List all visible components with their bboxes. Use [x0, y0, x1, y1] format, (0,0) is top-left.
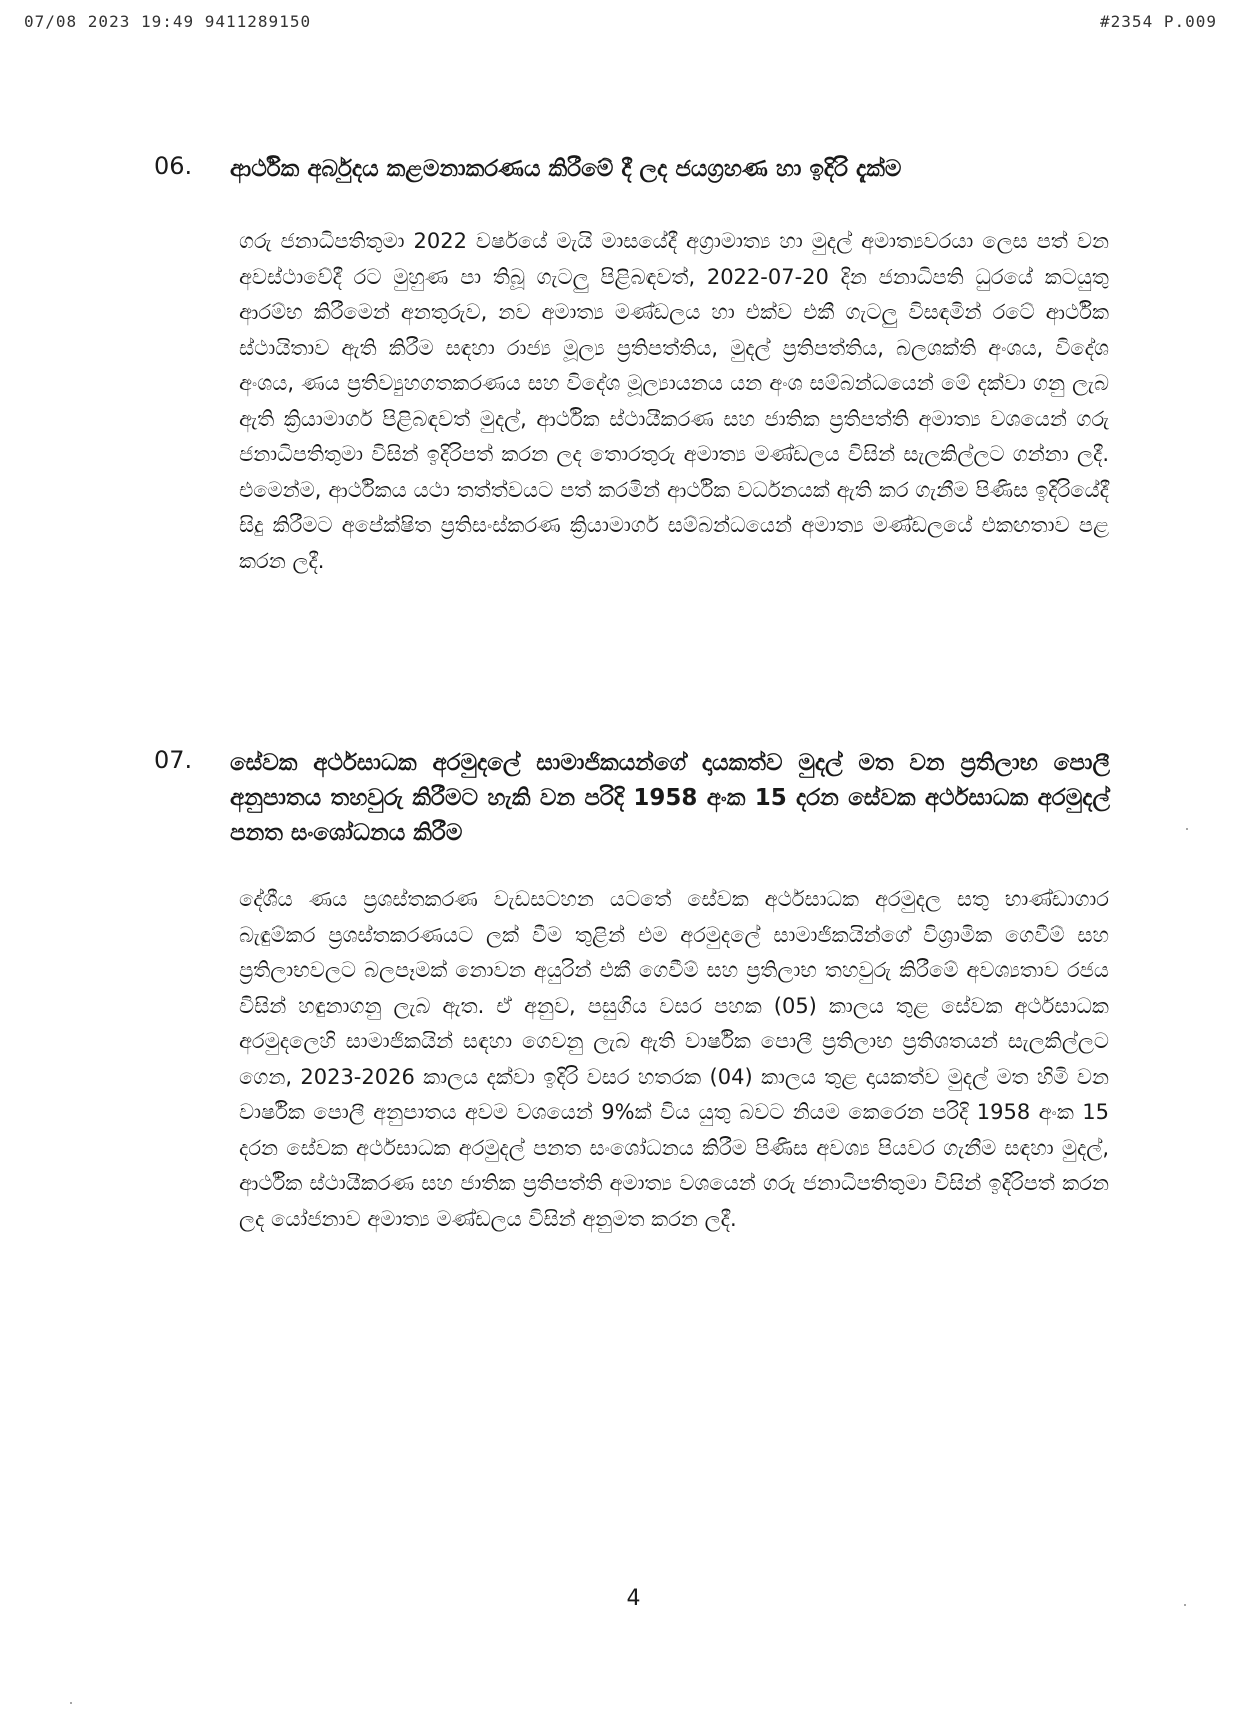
section-title: ආර්ථික අර්බුදය කළමනාකරණය කිරීමේ දී ලද ජයග්‍රහණ හා ඉදිරි දැක්ම: [230, 156, 902, 182]
scan-speck: [1186, 828, 1188, 830]
section-number: 07.: [154, 746, 193, 774]
scan-speck: [1184, 1604, 1186, 1606]
page-number: 4: [626, 1586, 641, 1611]
scan-speck: [70, 1702, 72, 1704]
fax-page-ref: #2354 P.009: [1100, 12, 1217, 31]
fax-timestamp: 07/08 2023 19:49 9411289150: [24, 12, 312, 31]
fax-header: [24, 12, 1217, 34]
section-body: ගරු ජනාධිපතිතුමා 2022 වර්ෂයේ මැයි මාසයේදී අග්‍රාමාත්‍ය හා මුදල් අමාත්‍යවරයා ලෙස පත් වන අවස්ථාවේදී රට මුහුණ පා තිබූ ගැටලු පිළිබඳවත්, 2022-07-20 දින ජනාධිපති ධුරයේ කටයුතු ආරම්භ කිරීමෙන් අනතුරුව, නව අමාත්‍ය මණ්ඩලය හා එක්ව එකී ගැටලු විසඳමින් රටේ ආර්ථික ස්ථායිතාව ඇති කිරීම සඳහා රාජ්‍ය මූල්‍ය ප්‍රතිපත්තිය, මුදල් ප්‍රතිපත්තිය, බලශක්ති අංශය, විදේශ අංශය, ණය ප්‍රතිව්‍යුහගතකරණය සහ විදේශ මූල්‍යායනය යන අංශ සම්බන්ධයෙන් මේ දක්වා ගනු ලැබ ඇති ක්‍රියාමාර්ග පිළිබඳවත් මුදල්, ආර්ථික ස්ථායීකරණ සහ ජාතික ප්‍රතිපත්ති අමාත්‍ය වශයෙන් ගරු ජනාධිපතිතුමා විසින් ඉදිරිපත් කරන ලද තොරතුරු අමාත්‍ය මණ්ඩලය විසින් සැලකිල්ලට ගන්නා ලදී. එමෙන්ම, ආර්ථිකය යථා තත්ත්වයට පත් කරමින් ආර්ථික වර්ධනයක් ඇති කර ගැනීම පිණිස ඉදිරියේදී සිදු කිරීමට අපේක්ෂිත ප්‍රතිසංස්කරණ ක්‍රියාමාර්ග සම්බන්ධයෙන් අමාත්‍ය මණ්ඩලයේ එකඟතාව පළ කරන ලදී.: [239, 229, 1109, 573]
section-body: දේශීය ණය ප්‍රශස්තකරණ වැඩසටහන යටතේ සේවක අර්ථසාධක අරමුදල සතු භාණ්ඩාගාර බැඳුම්කර ප්‍රශස්තකරණයට ලක් වීම තුළින් එම අරමුදලේ සාමාජිකයින්ගේ විශ්‍රාමික ගෙවීම් සහ ප්‍රතිලාභවලට බලපෑමක් නොවන අයුරින් එකී ගෙවීම් සහ ප්‍රතිලාභ තහවුරු කිරීමේ අවශ්‍යතාව රජය විසින් හඳුනාගනු ලැබ ඇත. ඒ අනුව, පසුගිය වසර පහක (05) කාලය තුළ සේවක අර්ථසාධක අරමුදලෙහි සාමාජිකයින් සඳහා ගෙවනු ලැබ ඇති වාර්ෂික පොලී ප්‍රතිලාභ ප්‍රතිශතයන් සැලකිල්ලට ගෙන, 2023-2026 කාලය දක්වා ඉදිරි වසර හතරක (04) කාලය තුළ දායකත්ව මුදල් මත හිමි වන වාර්ෂික පොලී අනුපාතය අවම වශයෙන් 9%ක් විය යුතු බවට නියම කෙරෙන පරිදි 1958 අංක 15 දරන සේවක අර්ථසාධක අරමුදල් පනත සංශෝධනය කිරීම පිණිස අවශ්‍ය පියවර ගැනීම සඳහා මුදල්, ආර්ථික ස්ථායීකරණ සහ ජාතික ප්‍රතිපත්ති අමාත්‍ය වශයෙන් ගරු ජනාධිපතිතුමා විසින් ඉදිරිපත් කරන ලද යෝජනාව අමාත්‍ය මණ්ඩලය විසින් අනුමත කරන ලදී.: [239, 887, 1109, 1231]
section-number: 06.: [154, 152, 193, 180]
section-title: සේවක අර්ථසාධක අරමුදලේ සාමාජිකයන්ගේ දායකත්ව මුදල් මත වන ප්‍රතිලාභ පොලී අනුපාතය තහවුරු කිරීමට හැකි වන පරිදි 1958 අංක 15 දරන සේවක අර්ථසාධක අරමුදල් පනත සංශෝධනය කිරීම: [230, 750, 1110, 846]
